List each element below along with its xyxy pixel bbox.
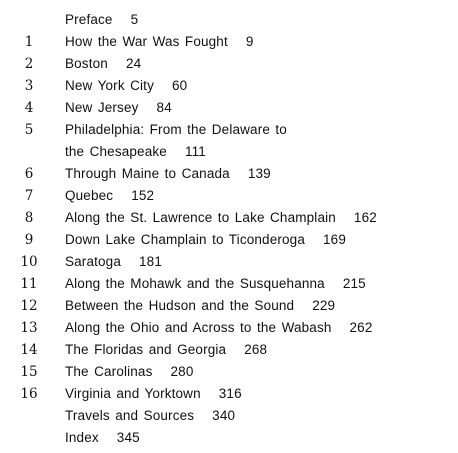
chapter-entry bbox=[65, 207, 377, 229]
toc-row[interactable] bbox=[0, 339, 458, 361]
toc-row[interactable] bbox=[0, 75, 458, 97]
chapter-title: Through Maine to Canada bbox=[65, 166, 230, 181]
toc-row[interactable] bbox=[0, 251, 458, 273]
chapter-number: 1 bbox=[24, 34, 34, 50]
toc-row[interactable] bbox=[0, 119, 458, 141]
chapter-entry bbox=[65, 53, 141, 75]
toc-row[interactable] bbox=[0, 361, 458, 383]
chapter-page: 162 bbox=[353, 210, 377, 225]
chapter-page: 340 bbox=[212, 408, 236, 423]
toc-row[interactable] bbox=[0, 9, 458, 31]
chapter-title: Boston bbox=[65, 56, 108, 71]
chapter-entry bbox=[65, 273, 366, 295]
chapter-title: Travels and Sources bbox=[65, 408, 195, 423]
toc-row[interactable] bbox=[0, 405, 458, 427]
chapter-entry bbox=[65, 229, 346, 251]
chapter-title: Down Lake Champlain to Ticonderoga bbox=[65, 232, 305, 247]
chapter-entry bbox=[65, 317, 373, 339]
chapter-page: 215 bbox=[342, 276, 366, 291]
toc-row[interactable] bbox=[0, 53, 458, 75]
toc-row[interactable] bbox=[0, 295, 458, 317]
chapter-number: 13 bbox=[20, 320, 38, 336]
chapter-title: The Floridas and Georgia bbox=[65, 342, 227, 357]
chapter-page: 229 bbox=[312, 298, 336, 313]
chapter-title: The Carolinas bbox=[65, 364, 153, 379]
chapter-page: 316 bbox=[218, 386, 242, 401]
table-of-contents bbox=[0, 9, 458, 449]
chapter-entry bbox=[65, 339, 267, 361]
toc-row[interactable] bbox=[0, 185, 458, 207]
toc-row[interactable] bbox=[0, 317, 458, 339]
chapter-page: 139 bbox=[247, 166, 271, 181]
chapter-number: 5 bbox=[24, 122, 34, 138]
chapter-number: 15 bbox=[20, 364, 38, 380]
chapter-number: 11 bbox=[20, 276, 38, 292]
chapter-title: New York City bbox=[65, 78, 154, 93]
chapter-entry bbox=[65, 97, 172, 119]
chapter-title: Between the Hudson and the Sound bbox=[65, 298, 295, 313]
chapter-number: 12 bbox=[20, 298, 38, 314]
toc-row[interactable] bbox=[0, 427, 458, 449]
chapter-entry bbox=[65, 9, 138, 31]
chapter-page: 84 bbox=[156, 100, 172, 115]
chapter-title: How the War Was Fought bbox=[65, 34, 228, 49]
chapter-number: 6 bbox=[24, 166, 34, 182]
chapter-entry bbox=[65, 405, 235, 427]
chapter-number: 7 bbox=[24, 188, 34, 204]
chapter-title: Index bbox=[65, 430, 99, 445]
chapter-title: New Jersey bbox=[65, 100, 139, 115]
chapter-title: Along the Ohio and Across to the Wabash bbox=[65, 320, 332, 335]
chapter-page: 169 bbox=[323, 232, 346, 247]
toc-row[interactable] bbox=[0, 141, 458, 163]
chapter-page: 345 bbox=[116, 430, 140, 445]
chapter-page: 268 bbox=[244, 342, 268, 357]
chapter-entry bbox=[65, 251, 162, 273]
toc-row[interactable] bbox=[0, 273, 458, 295]
chapter-entry bbox=[65, 295, 335, 317]
toc-row[interactable] bbox=[0, 383, 458, 405]
toc-row[interactable] bbox=[0, 163, 458, 185]
chapter-entry bbox=[65, 119, 305, 141]
chapter-page: 24 bbox=[125, 56, 142, 71]
chapter-page: 262 bbox=[349, 320, 373, 335]
chapter-number: 10 bbox=[20, 254, 38, 270]
chapter-page: 152 bbox=[131, 188, 155, 203]
chapter-number: 3 bbox=[24, 78, 34, 94]
chapter-entry bbox=[65, 75, 187, 97]
chapter-number: 16 bbox=[20, 386, 38, 402]
toc-row[interactable] bbox=[0, 207, 458, 229]
chapter-entry bbox=[65, 185, 154, 207]
chapter-number: 2 bbox=[24, 56, 34, 72]
chapter-entry bbox=[65, 427, 140, 449]
chapter-title: Virginia and Yorktown bbox=[65, 386, 201, 401]
toc-row[interactable] bbox=[0, 31, 458, 53]
chapter-title: Preface bbox=[65, 12, 113, 27]
chapter-entry bbox=[65, 361, 193, 383]
chapter-number: 14 bbox=[20, 342, 38, 358]
chapter-title: Along the Mohawk and the Susquehanna bbox=[65, 276, 325, 291]
chapter-page: 111 bbox=[184, 144, 206, 159]
toc-row[interactable] bbox=[0, 97, 458, 119]
chapter-page: 280 bbox=[170, 364, 194, 379]
chapter-page: 181 bbox=[139, 254, 162, 269]
chapter-page: 5 bbox=[130, 12, 139, 27]
chapter-title: Philadelphia: From the Delaware to bbox=[65, 122, 287, 137]
chapter-number: 9 bbox=[24, 232, 34, 248]
chapter-entry bbox=[65, 163, 271, 185]
chapter-title: the Chesapeake bbox=[65, 144, 167, 159]
chapter-entry bbox=[65, 383, 242, 405]
chapter-entry bbox=[65, 141, 206, 163]
chapter-title: Saratoga bbox=[65, 254, 121, 269]
chapter-title: Quebec bbox=[65, 188, 114, 203]
chapter-entry bbox=[65, 31, 254, 53]
chapter-page: 60 bbox=[171, 78, 188, 93]
chapter-page: 9 bbox=[245, 34, 254, 49]
toc-row[interactable] bbox=[0, 229, 458, 251]
chapter-number: 8 bbox=[24, 210, 34, 226]
chapter-number: 4 bbox=[24, 100, 34, 116]
chapter-title: Along the St. Lawrence to Lake Champlain bbox=[65, 210, 336, 225]
